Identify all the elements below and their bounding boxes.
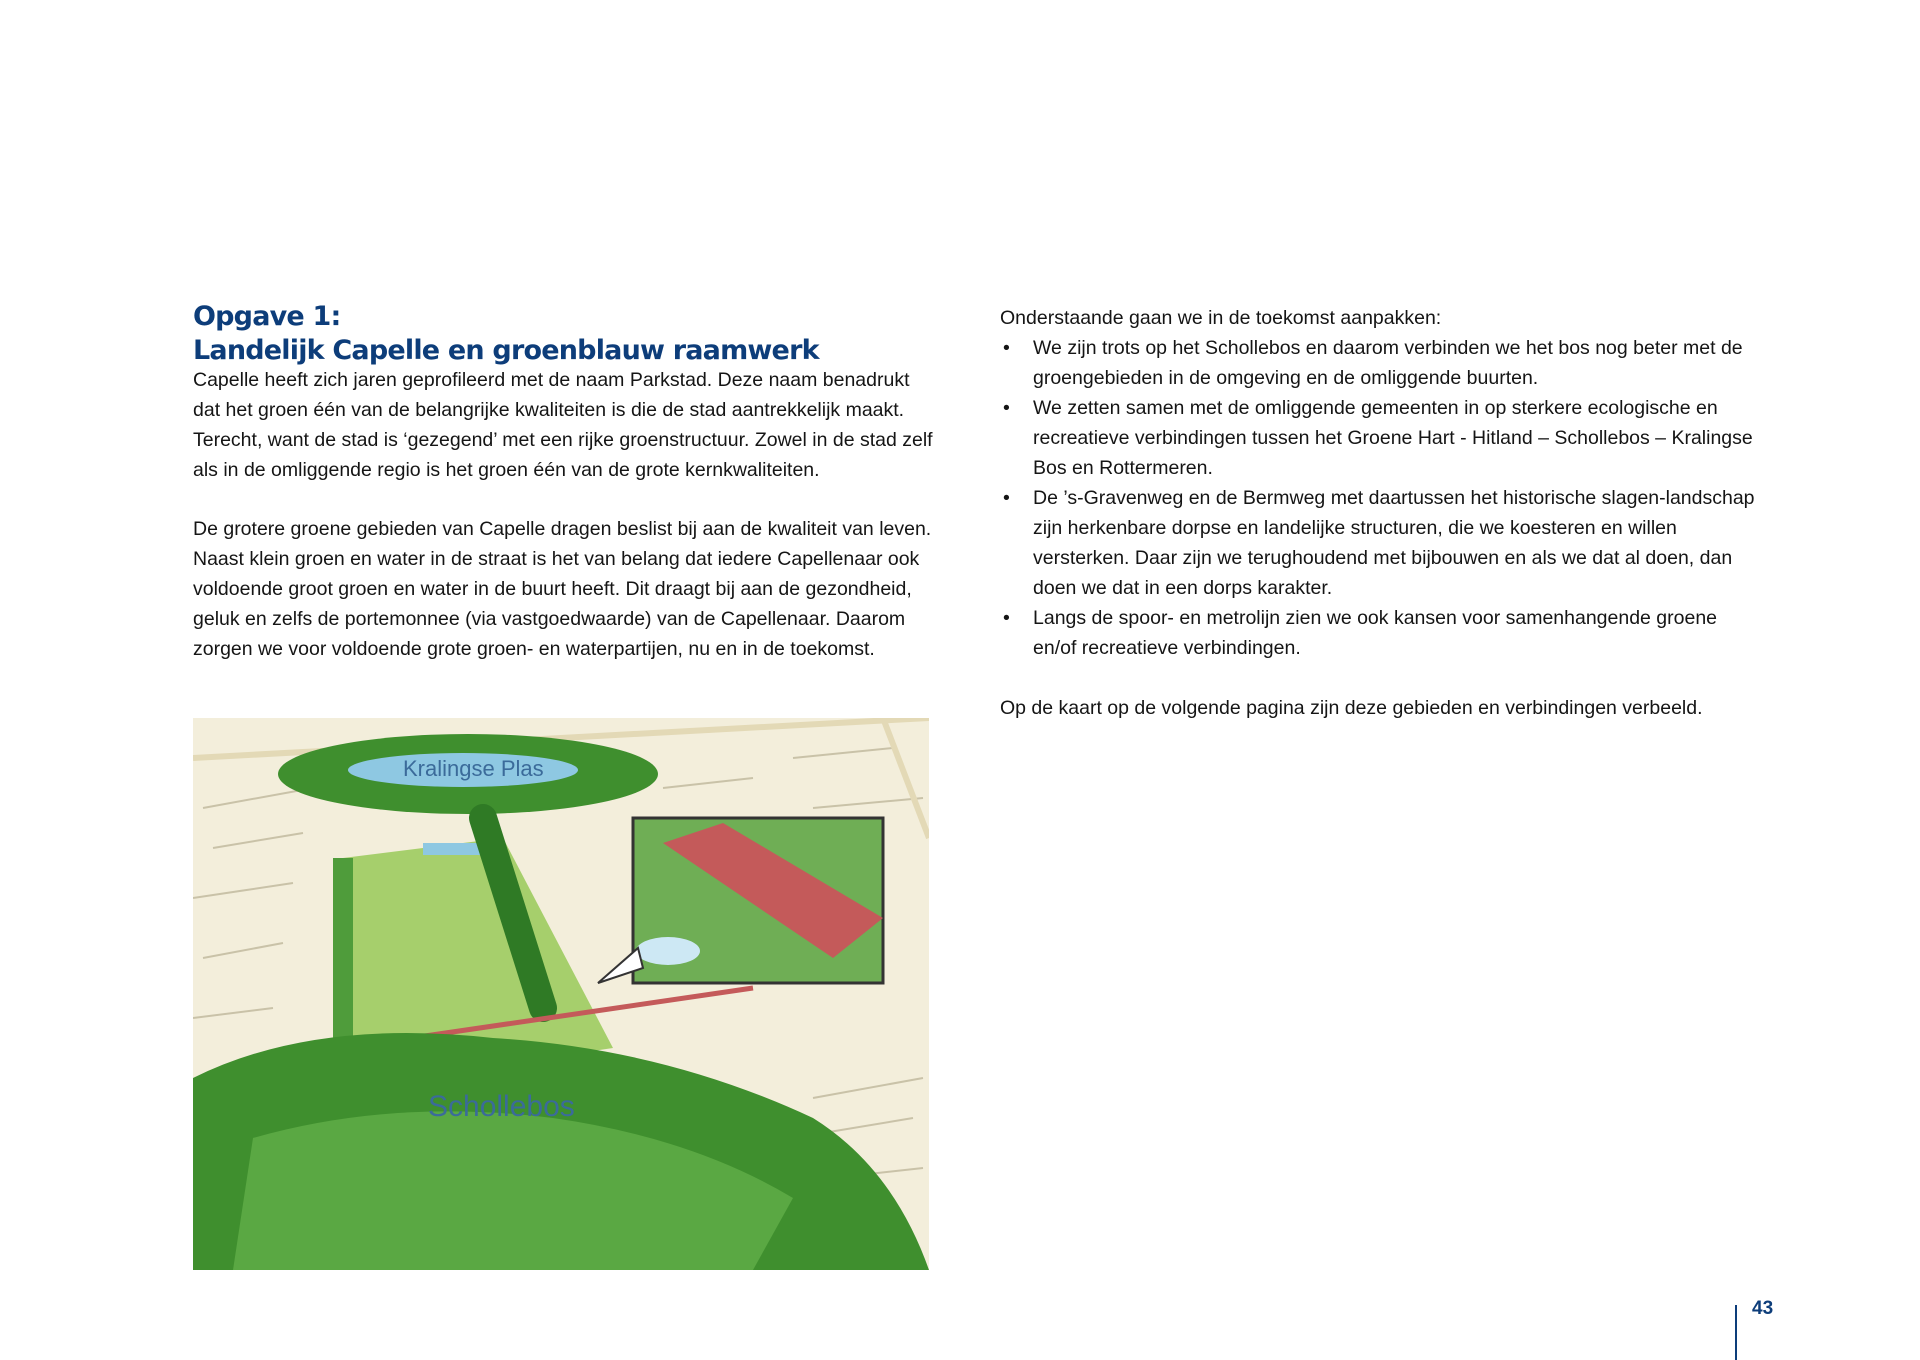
plans-item-text: Langs de spoor- en metrolijn zien we ook kansen voor samenhangende groene en/of recreatieve verbindingen. <box>1033 607 1718 659</box>
heading-line-2: Landelijk Capelle en groenblauw raamwerk <box>193 335 819 366</box>
plans-list-item <box>1000 393 1760 483</box>
plans-list-item <box>1000 333 1760 393</box>
plans-item-text: We zijn trots op het Schollebos en daarom verbinden we het bos nog beter met de groengebieden in de omgeving en de omliggende buurten. <box>1033 337 1743 389</box>
plans-list-item <box>1000 603 1760 663</box>
section-heading <box>193 300 953 368</box>
plans-item-text: We zetten samen met de omliggende gemeenten in op sterkere ecologische en recreatieve verbindingen tussen het Groene Hart - Hitland – Schollebos – Kralingse Bos en Rottermeren. <box>1033 397 1753 479</box>
bullet-icon: • <box>1003 487 1010 509</box>
bullet-icon: • <box>1003 337 1010 359</box>
page-number-rule <box>1735 1305 1737 1360</box>
plans-list <box>1000 333 1760 663</box>
bullet-icon: • <box>1003 607 1010 629</box>
forest-label: Schollebos <box>428 1090 575 1123</box>
plans-lead: Onderstaande gaan we in de toekomst aanpakken: <box>1000 307 1442 329</box>
page-number: 43 <box>1752 1298 1774 1319</box>
park-illustration <box>193 718 929 1270</box>
plans-column <box>1000 303 1760 723</box>
inset-fountain <box>636 937 700 965</box>
heading-line-1: Opgave 1: <box>193 301 341 332</box>
plans-item-text: De ’s-Gravenweg en de Bermweg met daartussen het historische slagen-landschap zijn herkenbare dorpse en landelijke structuren, die we koesteren en willen versterken. Daar zijn we terughoudend met bijbouwen en als we dat al doen, dan doen we dat in een dorps karakter. <box>1033 487 1755 599</box>
inset-detail <box>598 818 883 983</box>
intro-paragraph-2: De grotere groene gebieden van Capelle dragen beslist bij aan de kwaliteit van leven. Naast klein groen en water in de straat is het van belang dat iedere Capellenaar ook voldoende groot groen en water in de buurt heeft. Dit draagt bij aan de gezondheid, geluk en zelfs de portemonnee (via vastgoedwaarde) van de Capellenaar. Daarom zorgen we voor voldoende grote groen- en waterpartijen, nu en in de toekomst. <box>193 518 932 660</box>
plans-list-item <box>1000 483 1760 603</box>
lake-label: Kralingse Plas <box>403 756 544 781</box>
plans-closing: Op de kaart op de volgende pagina zijn deze gebieden en verbindingen verbeeld. <box>1000 697 1703 719</box>
bullet-icon: • <box>1003 397 1010 419</box>
intro-paragraph-1: Capelle heeft zich jaren geprofileerd met de naam Parkstad. Deze naam benadrukt dat het groen één van de belangrijke kwaliteiten is die de stad aantrekkelijk maakt. Terecht, want de stad is ‘gezegend’ met een rijke groenstructuur. Zowel in de stad zelf als in de omliggende regio is het groen één van de grote kernkwaliteiten. <box>193 369 933 481</box>
